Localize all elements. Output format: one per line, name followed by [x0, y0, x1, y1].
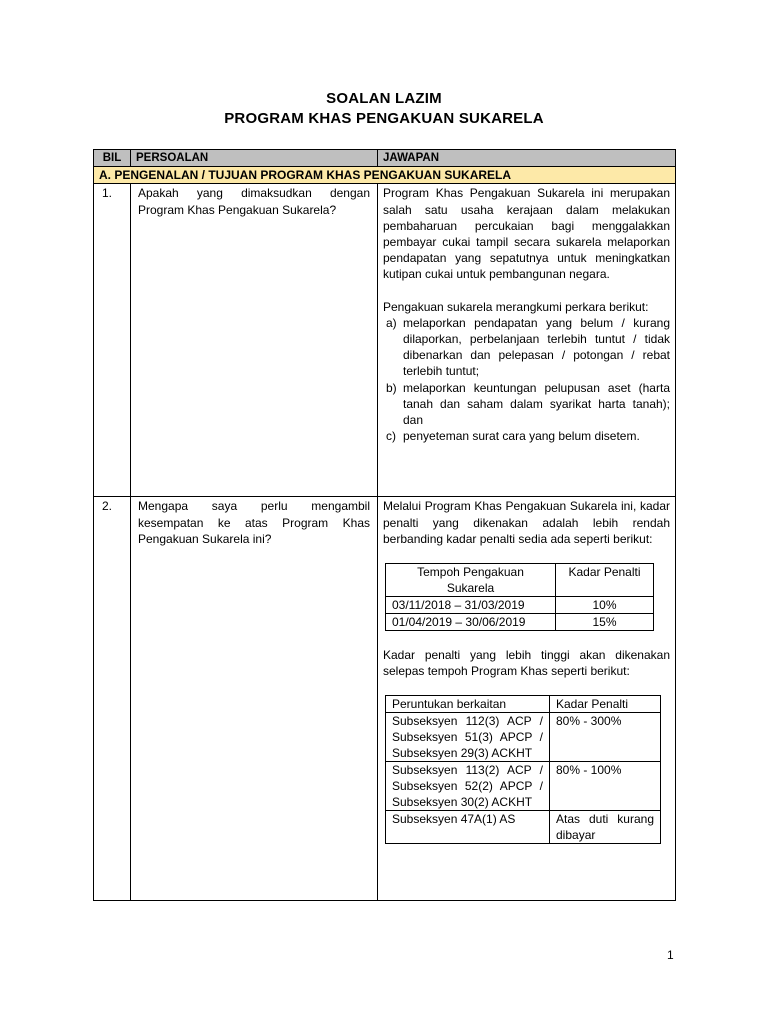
table-row — [94, 184, 676, 497]
section-row — [94, 167, 676, 184]
list-marker: b) — [386, 380, 397, 395]
inner-cell: 15% — [556, 614, 654, 631]
answer-cell — [378, 184, 676, 497]
table-header-row — [94, 150, 676, 167]
penalty-provision-table — [385, 695, 661, 844]
list-marker: a) — [386, 315, 397, 330]
inner-row — [386, 614, 654, 631]
answer-paragraph: Pengakuan sukarela merangkumi perkara berikut: — [383, 299, 649, 314]
document-title: SOALAN LAZIM — [326, 90, 442, 107]
inner-header-row — [386, 564, 654, 597]
inner-header-cell: Peruntukan berkaitan — [386, 696, 550, 713]
page-number: 1 — [667, 948, 674, 962]
header-persoalan: PERSOALAN — [131, 150, 378, 167]
inner-header-cell: Kadar Penalti — [550, 696, 661, 713]
list-item — [383, 428, 670, 444]
list-item-text: melaporkan pendapatan yang belum / kurang dilaporkan, perbelanjaan terlebih tuntut / tidak dibenarkan dan pelepasan / potongan / rebat terlebih tuntut; — [403, 315, 670, 379]
header-jawapan: JAWAPAN — [378, 150, 676, 167]
inner-row — [386, 811, 661, 844]
inner-cell: 01/04/2019 – 30/06/2019 — [386, 614, 556, 631]
inner-cell: 10% — [556, 597, 654, 614]
inner-header-cell: Kadar Penalti — [556, 564, 654, 597]
list-item-text: penyeteman surat cara yang belum disetem. — [403, 429, 640, 444]
inner-cell: 80% - 100% — [550, 762, 661, 811]
answer-cell — [378, 497, 676, 901]
list-item — [383, 315, 670, 380]
header-bil: BIL — [94, 150, 131, 167]
list-item — [383, 380, 670, 429]
inner-cell: 80% - 300% — [550, 713, 661, 762]
answer-paragraph: Program Khas Pengakuan Sukarela ini merupakan salah satu usaha kerajaan dalam melakukan pembaharuan percukaian bagi menggalakkan pembayar cukai tampil secara sukarela melaporkan pendapatan yang sepatutnya untuk meningkatkan kutipan cukai untuk pembangunan negara. — [383, 186, 670, 282]
row-number: 2. — [94, 497, 131, 901]
inner-header-row — [386, 696, 661, 713]
section-a-heading: A. PENGENALAN / TUJUAN PROGRAM KHAS PENGAKUAN SUKARELA — [94, 167, 676, 184]
document-subtitle: PROGRAM KHAS PENGAKUAN SUKARELA — [224, 110, 544, 127]
inner-cell: 03/11/2018 – 31/03/2019 — [386, 597, 556, 614]
answer-paragraph: Kadar penalti yang lebih tinggi akan dikenakan selepas tempoh Program Khas seperti berikut: — [383, 648, 670, 679]
inner-cell: Subseksyen 112(3) ACP / Subseksyen 51(3) APCP / Subseksyen 29(3) ACKHT — [386, 713, 550, 762]
row-number: 1. — [94, 184, 131, 497]
inner-row — [386, 713, 661, 762]
answer-paragraph: Melalui Program Khas Pengakuan Sukarela ini, kadar penalti yang dikenakan adalah lebih rendah berbanding kadar penalti sedia ada seperti berikut: — [383, 499, 670, 546]
inner-row — [386, 762, 661, 811]
answer-list — [383, 315, 670, 445]
faq-table — [93, 149, 676, 901]
inner-cell: Atas duti kurang dibayar — [550, 811, 661, 844]
list-item-text: melaporkan keuntungan pelupusan aset (harta tanah dan saham dalam syarikat harta tanah); dan — [403, 380, 670, 428]
inner-cell: Subseksyen 113(2) ACP / Subseksyen 52(2) APCP / Subseksyen 30(2) ACKHT — [386, 762, 550, 811]
inner-row — [386, 597, 654, 614]
inner-cell: Subseksyen 47A(1) AS — [386, 811, 550, 844]
table-row — [94, 497, 676, 901]
penalty-period-table — [385, 563, 654, 631]
question-text: Apakah yang dimaksudkan dengan Program Khas Pengakuan Sukarela? — [131, 184, 378, 497]
question-text: Mengapa saya perlu mengambil kesempatan ke atas Program Khas Pengakuan Sukarela ini? — [131, 497, 378, 901]
inner-header-cell: Tempoh Pengakuan Sukarela — [386, 564, 556, 597]
list-marker: c) — [386, 429, 396, 444]
